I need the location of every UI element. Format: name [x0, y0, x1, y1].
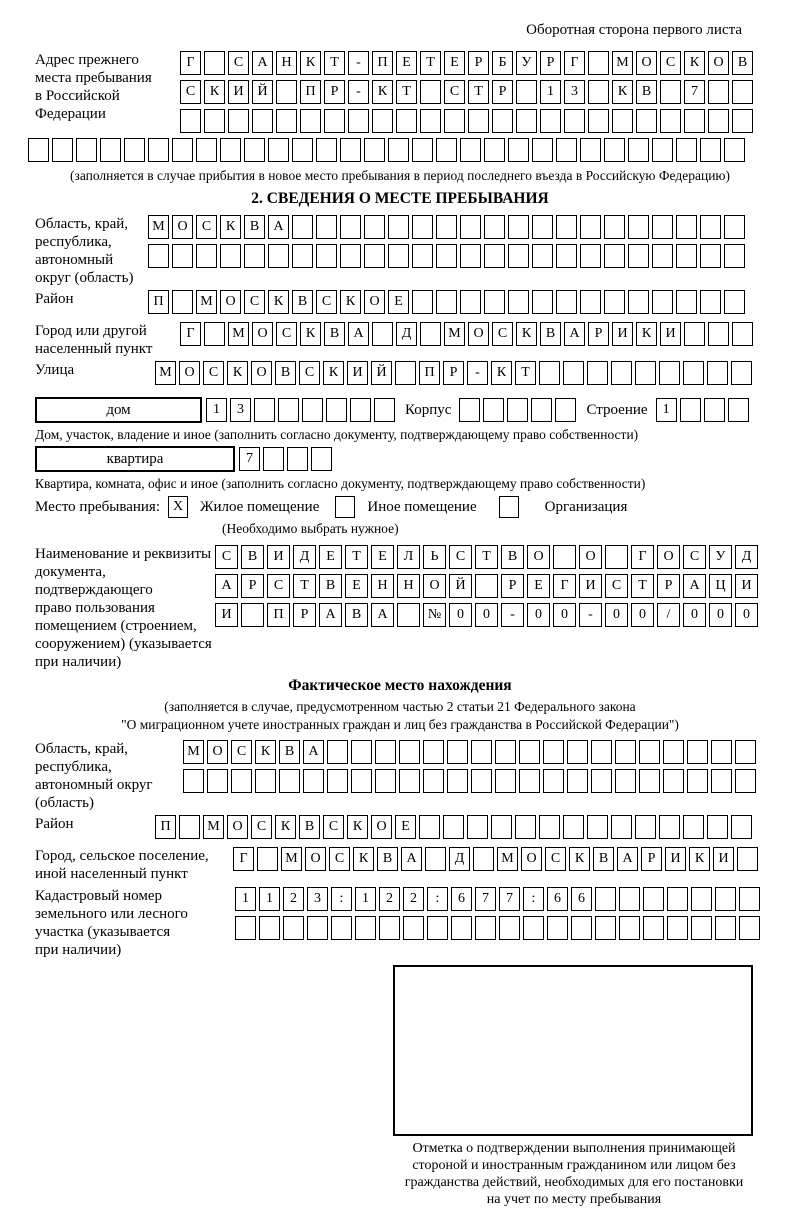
actual-city-field — [35, 847, 800, 883]
actual-city-label: Город, сельское поселение, иной населенный пункт — [35, 848, 209, 882]
actual-district-label: Район — [35, 816, 74, 832]
stay-type-note: (Необходимо выбрать нужное) — [222, 521, 399, 536]
section2-title: 2. СВЕДЕНИЯ О МЕСТЕ ПРЕБЫВАНИЯ — [251, 190, 549, 207]
option-organization-label: Организация — [544, 498, 628, 515]
actual-location-title: Фактическое место нахождения — [288, 677, 512, 694]
district-field — [35, 290, 800, 319]
cadastral-label: Кадастровый номер земельного или лесного участка (указывается при наличии) — [35, 888, 188, 958]
apartment-note: Квартира, комната, офис и иное (заполнить согласно документу, подтверждающему право собственности) — [35, 476, 646, 491]
page-corner-note: Оборотная сторона первого листа — [526, 22, 742, 38]
previous-address-label: Адрес прежнего места пребывания в Российской Федерации — [35, 52, 152, 122]
previous-address-field — [35, 51, 800, 138]
checkbox-residential: X — [168, 496, 188, 518]
house-number-cells: 1 3 — [206, 398, 395, 422]
cadastral-row-2 — [235, 916, 760, 940]
actual-district-row: П М О С К В С К О Е — [155, 815, 752, 839]
actual-city-row: Г М О С К В А Д М О С К В А Р И К И — [233, 847, 758, 871]
actual-region-row-2 — [183, 769, 756, 793]
document-grid — [215, 545, 758, 632]
korpus-cells — [459, 398, 576, 422]
city-row: Г М О С К В А Д М О С К В А Р И К И — [180, 322, 753, 346]
confirmation-block — [393, 965, 755, 1208]
actual-location-note-2: "О миграционном учете иностранных граждан и лиц без гражданства в Российской Федерации") — [121, 717, 679, 732]
checkbox-other-premises — [335, 496, 355, 518]
document-row-3: И П Р А В А № 0 0 - 0 0 - 0 0 / 0 0 0 — [215, 603, 758, 627]
cadastral-grid — [235, 887, 760, 945]
actual-region-row-1: М О С К В А — [183, 740, 756, 764]
previous-address-note: (заполняется в случае прибытия в новое место пребывания в период последнего въезда в Российскую Федерацию) — [69, 168, 731, 183]
document-field — [35, 545, 800, 671]
region-row-1: М О С К В А — [148, 215, 745, 239]
stay-type-field — [35, 496, 800, 518]
previous-address-row-1: Г С А Н К Т - П Е Т Е Р Б У Р Г М О С К О В — [180, 51, 753, 75]
actual-region-label: Область, край, республика, автономный округ (область) — [35, 741, 153, 811]
apartment-field — [35, 446, 800, 472]
previous-address-grid — [180, 51, 753, 138]
confirmation-stamp-box — [393, 965, 753, 1136]
house-box-label: дом — [35, 397, 202, 423]
street-field — [35, 361, 800, 390]
stay-type-label: Место пребывания: — [35, 498, 160, 515]
district-row: П М О С К В С К О Е — [148, 290, 745, 314]
document-row-1: С В И Д Е Т Е Л Ь С Т В О О Г О С У Д — [215, 545, 758, 569]
region-grid — [148, 215, 745, 273]
option-residential-label: Жилое помещение — [200, 498, 320, 515]
actual-location-note-1: (заполняется в случае, предусмотренном частью 2 статьи 21 Федерального закона — [164, 699, 636, 714]
house-field — [35, 397, 800, 423]
city-field — [35, 322, 800, 358]
previous-address-row-2: С К И Й П Р - К Т С Т Р 1 3 К В 7 — [180, 80, 753, 104]
document-row-2: А Р С Т В Е Н Н О Й Р Е Г И С Т Р А Ц И — [215, 574, 758, 598]
district-label: Район — [35, 291, 74, 307]
confirmation-caption: Отметка о подтверждении выполнения принимающей стороной и иностранным гражданином или лицом без гражданства действий, необходимых для его постановки на учет по месту пребывания — [404, 1141, 744, 1207]
region-field — [35, 215, 800, 287]
region-row-2 — [148, 244, 745, 268]
previous-address-row-3 — [180, 109, 753, 133]
actual-district-field — [35, 815, 800, 844]
actual-region-field — [35, 740, 800, 812]
korpus-label: Корпус — [405, 402, 452, 418]
document-label: Наименование и реквизиты документа, подтверждающего право пользования помещением (строением, сооружением) (указывается при наличии) — [35, 546, 212, 670]
actual-region-grid — [183, 740, 756, 798]
cadastral-field — [35, 887, 800, 959]
cadastral-row-1: 1 1 2 3 : 1 2 2 : 6 7 7 : 6 6 — [235, 887, 760, 911]
previous-address-row-4 — [28, 138, 800, 162]
region-label: Область, край, республика, автономный округ (область) — [35, 216, 134, 286]
option-other-premises-label: Иное помещение — [367, 498, 477, 515]
stroenie-label: Строение — [586, 402, 648, 418]
street-label: Улица — [35, 362, 75, 378]
apartment-box-label: квартира — [35, 446, 235, 472]
house-note: Дом, участок, владение и иное (заполнить согласно документу, подтверждающему право собственности) — [35, 427, 639, 442]
stroenie-cells: 1 — [656, 398, 749, 422]
checkbox-organization — [499, 496, 519, 518]
street-row: М О С К О В С К И Й П Р - К Т — [155, 361, 752, 385]
apartment-cells: 7 — [239, 447, 332, 471]
city-label: Город или другой населенный пункт — [35, 323, 153, 357]
